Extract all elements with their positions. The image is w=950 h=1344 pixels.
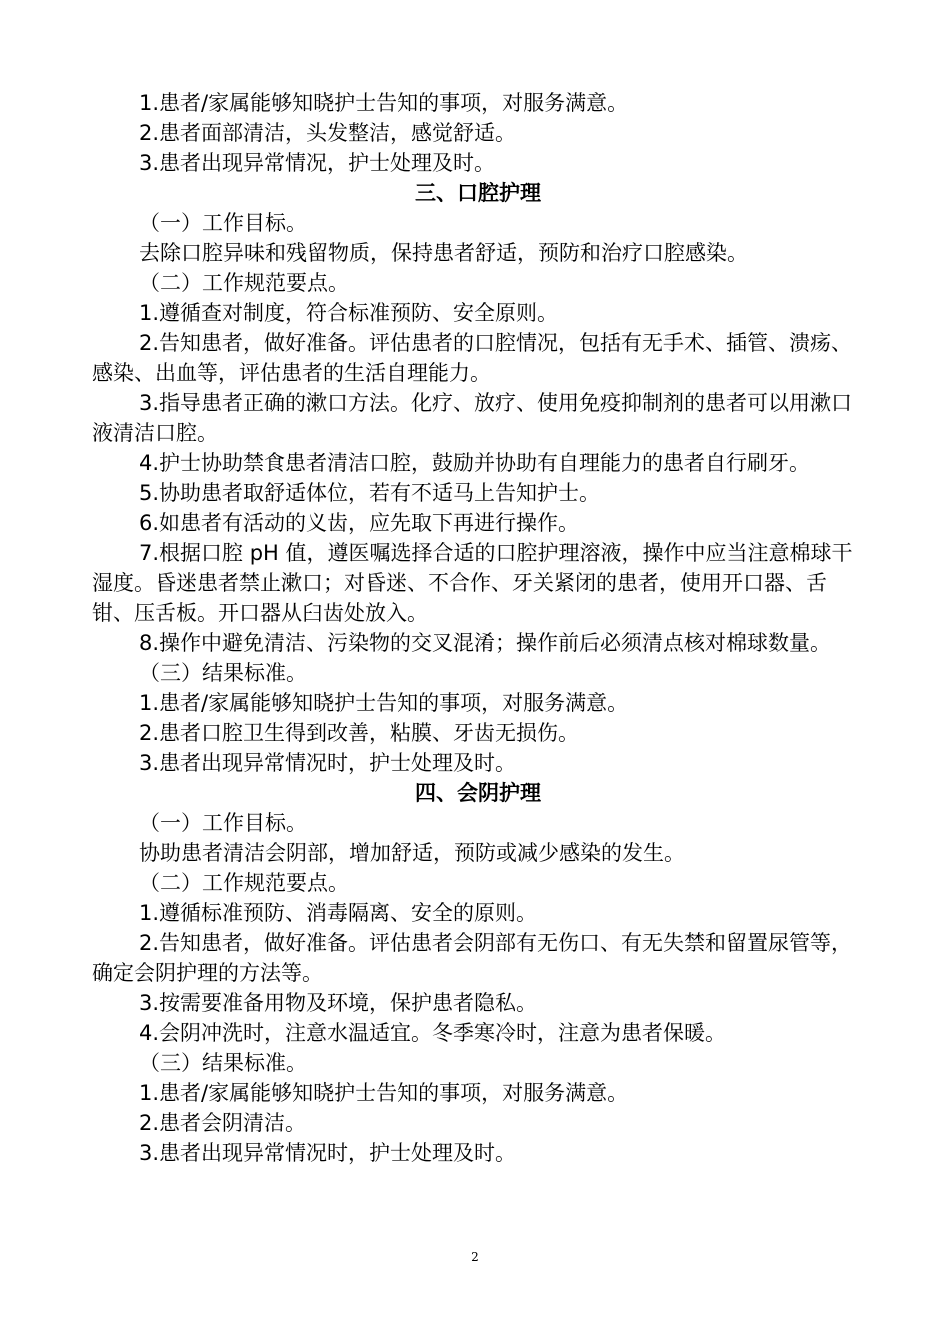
paragraph: （二）工作规范要点。	[139, 271, 349, 295]
paragraph: 3.指导患者正确的漱口方法。化疗、放疗、使用免疫抑制剂的患者可以用漱口液清洁口腔。	[92, 391, 853, 445]
paragraph: 2.患者会阴清洁。	[139, 1111, 307, 1135]
paragraph: 3.按需要准备用物及环境，保护患者隐私。	[139, 991, 538, 1015]
paragraph: 5.协助患者取舒适体位，若有不适马上告知护士。	[139, 481, 601, 505]
paragraph: （三）结果标准。	[139, 661, 307, 685]
paragraph: 2.患者口腔卫生得到改善，粘膜、牙齿无损伤。	[139, 721, 580, 745]
paragraph: 2.患者面部清洁，头发整洁，感觉舒适。	[139, 121, 517, 145]
paragraph: 1.遵循标准预防、消毒隔离、安全的原则。	[139, 901, 538, 925]
paragraph: （三）结果标准。	[139, 1051, 307, 1075]
paragraph: 3.患者出现异常情况时，护士处理及时。	[139, 1141, 517, 1165]
paragraph: 协助患者清洁会阴部，增加舒适，预防或减少感染的发生。	[139, 841, 685, 865]
paragraph: （二）工作规范要点。	[139, 871, 349, 895]
paragraph: 4.护士协助禁食患者清洁口腔，鼓励并协助有自理能力的患者自行刷牙。	[139, 451, 811, 475]
paragraph: 8.操作中避免清洁、污染物的交叉混淆；操作前后必须清点核对棉球数量。	[139, 631, 832, 655]
paragraph: 3.患者出现异常情况，护士处理及时。	[139, 151, 496, 175]
paragraph: 7.根据口腔 pH 值，遵医嘱选择合适的口腔护理溶液，操作中应当注意棉球干湿度。昏迷患者禁止漱口；对昏迷、不合作、牙关紧闭的患者，使用开口器、舌钳、压舌板。开口器从臼齿处放入。	[92, 541, 853, 625]
paragraph: 1.患者/家属能够知晓护士告知的事项，对服务满意。	[139, 1081, 629, 1105]
paragraph: 4.会阴冲洗时，注意水温适宜。冬季寒冷时，注意为患者保暖。	[139, 1021, 727, 1045]
document-body	[92, 88, 864, 1168]
paragraph: （一）工作目标。	[139, 811, 307, 835]
section-heading: 三、口腔护理	[415, 181, 541, 205]
paragraph: 1.遵循查对制度，符合标准预防、安全原则。	[139, 301, 559, 325]
section-heading: 四、会阴护理	[415, 781, 541, 805]
paragraph: 1.患者/家属能够知晓护士告知的事项，对服务满意。	[139, 691, 629, 715]
paragraph: 1.患者/家属能够知晓护士告知的事项，对服务满意。	[139, 91, 629, 115]
paragraph: 3.患者出现异常情况时，护士处理及时。	[139, 751, 517, 775]
paragraph: 2.告知患者，做好准备。评估患者会阴部有无伤口、有无失禁和留置尿管等，确定会阴护理的方法等。	[92, 931, 853, 985]
paragraph: 去除口腔异味和残留物质，保持患者舒适，预防和治疗口腔感染。	[139, 241, 748, 265]
paragraph: 2.告知患者，做好准备。评估患者的口腔情况，包括有无手术、插管、溃疡、感染、出血等，评估患者的生活自理能力。	[92, 331, 853, 385]
page-number: 2	[471, 1250, 479, 1264]
paragraph: （一）工作目标。	[139, 211, 307, 235]
paragraph: 6.如患者有活动的义齿，应先取下再进行操作。	[139, 511, 580, 535]
